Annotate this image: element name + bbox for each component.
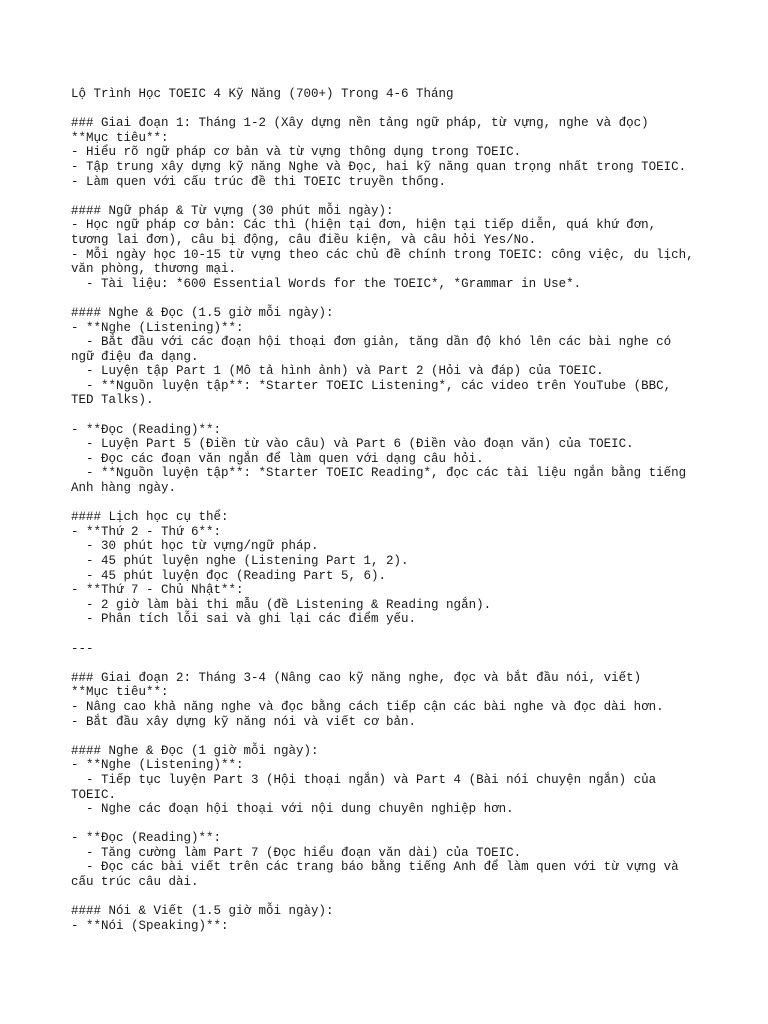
goal-item: - Hiểu rõ ngữ pháp cơ bản và từ vựng thông dụng trong TOEIC. <box>71 145 522 160</box>
subsection-heading-listening-reading: #### Nghe & Đọc (1.5 giờ mỗi ngày): <box>71 305 334 320</box>
text-line: - 30 phút học từ vựng/ngữ pháp. <box>71 539 319 554</box>
document-title: Lộ Trình Học TOEIC 4 Kỹ Năng (700+) Trong 4-6 Tháng <box>71 87 454 101</box>
goal-item: - Làm quen với cấu trúc đề thi TOEIC truyền thống. <box>71 174 447 189</box>
blank-line <box>71 627 731 642</box>
text-line: - Học ngữ pháp cơ bản: Các thì (hiện tại đơn, hiện tại tiếp diễn, quá khứ đơn, <box>71 218 657 233</box>
blank-line <box>71 656 731 671</box>
goals-label: **Mục tiêu**: <box>71 130 169 145</box>
text-line: cấu trúc câu dài. <box>71 875 199 890</box>
blank-line <box>71 890 731 905</box>
blank-line <box>71 817 731 832</box>
text-line: - Mỗi ngày học 10-15 từ vựng theo các chủ đề chính trong TOEIC: công việc, du lịch, <box>71 247 694 262</box>
text-line: - **Nghe (Listening)**: <box>71 758 244 773</box>
horizontal-rule: --- <box>71 641 94 656</box>
goals-label: **Mục tiêu**: <box>71 685 169 700</box>
goal-item: - Bắt đầu xây dựng kỹ năng nói và viết cơ bản. <box>71 714 417 729</box>
text-line: - Bắt đầu với các đoạn hội thoại đơn giản, tăng dần độ khó lên các bài nghe có <box>71 335 672 350</box>
subsection-heading-speaking-writing: #### Nói & Viết (1.5 giờ mỗi ngày): <box>71 904 334 919</box>
subsection-heading-grammar-vocab: #### Ngữ pháp & Từ vựng (30 phút mỗi ngày): <box>71 203 394 218</box>
text-line: - Tiếp tục luyện Part 3 (Hội thoại ngắn) và Part 4 (Bài nói chuyện ngắn) của <box>71 772 657 787</box>
blank-line <box>71 496 731 511</box>
text-line: - Đọc các bài viết trên các trang báo bằng tiếng Anh để làm quen với từ vựng và <box>71 860 679 875</box>
text-line: - **Đọc (Reading)**: <box>71 422 222 437</box>
goal-item: - Nâng cao khả năng nghe và đọc bằng cách tiếp cận các bài nghe và đọc dài hơn. <box>71 699 664 714</box>
text-line: - **Thứ 2 - Thứ 6**: <box>71 524 222 539</box>
text-line: - Tăng cường làm Part 7 (Đọc hiểu đoạn văn dài) của TOEIC. <box>71 845 522 860</box>
text-line: Anh hàng ngày. <box>71 481 177 496</box>
goal-item: - Tập trung xây dựng kỹ năng Nghe và Đọc, hai kỹ năng quan trọng nhất trong TOEIC. <box>71 159 687 174</box>
blank-line <box>71 408 731 423</box>
text-line: - **Đọc (Reading)**: <box>71 831 222 846</box>
text-line: - 2 giờ làm bài thi mẫu (đề Listening & Reading ngắn). <box>71 597 492 612</box>
text-line: - Đọc các đoạn văn ngắn để làm quen với dạng câu hỏi. <box>71 451 484 466</box>
text-line: - Luyện Part 5 (Điền từ vào câu) và Part 6 (Điền vào đoạn văn) của TOEIC. <box>71 437 634 452</box>
text-line: ngữ điệu đa dạng. <box>71 349 199 364</box>
text-line: - 45 phút luyện đọc (Reading Part 5, 6). <box>71 568 387 583</box>
section-heading-phase-1: ### Giai đoạn 1: Tháng 1-2 (Xây dựng nền tảng ngữ pháp, từ vựng, nghe và đọc) <box>71 116 649 131</box>
text-line: TED Talks). <box>71 393 154 408</box>
blank-line <box>71 102 731 117</box>
subsection-heading-schedule: #### Lịch học cụ thể: <box>71 510 229 525</box>
text-line: - Phân tích lỗi sai và ghi lại các điểm yếu. <box>71 612 417 627</box>
text-line: - Nghe các đoạn hội thoại với nội dung chuyên nghiệp hơn. <box>71 802 514 817</box>
blank-line <box>71 729 731 744</box>
text-line: văn phòng, thương mại. <box>71 262 237 277</box>
blank-line <box>71 291 731 306</box>
text-line: - **Nguồn luyện tập**: *Starter TOEIC Reading*, đọc các tài liệu ngắn bằng tiếng <box>71 466 687 481</box>
document-page <box>71 87 731 933</box>
text-line: - **Thứ 7 - Chủ Nhật**: <box>71 583 244 598</box>
blank-line <box>71 189 731 204</box>
text-line: - 45 phút luyện nghe (Listening Part 1, 2). <box>71 554 409 568</box>
text-line: tương lai đơn), câu bị động, câu điều kiện, và câu hỏi Yes/No. <box>71 232 537 247</box>
text-line: TOEIC. <box>71 787 117 802</box>
text-line: - **Nghe (Listening)**: <box>71 320 244 335</box>
section-heading-phase-2: ### Giai đoạn 2: Tháng 3-4 (Nâng cao kỹ năng nghe, đọc và bắt đầu nói, viết) <box>71 670 642 685</box>
subsection-heading-listening-reading-2: #### Nghe & Đọc (1 giờ mỗi ngày): <box>71 743 319 758</box>
text-line: - Tài liệu: *600 Essential Words for the TOEIC*, *Grammar in Use*. <box>71 276 582 291</box>
text-line: - **Nguồn luyện tập**: *Starter TOEIC Listening*, các video trên YouTube (BBC, <box>71 378 672 393</box>
text-line: - Luyện tập Part 1 (Mô tả hình ảnh) và Part 2 (Hỏi và đáp) của TOEIC. <box>71 364 604 379</box>
text-line: - **Nói (Speaking)**: <box>71 918 229 933</box>
